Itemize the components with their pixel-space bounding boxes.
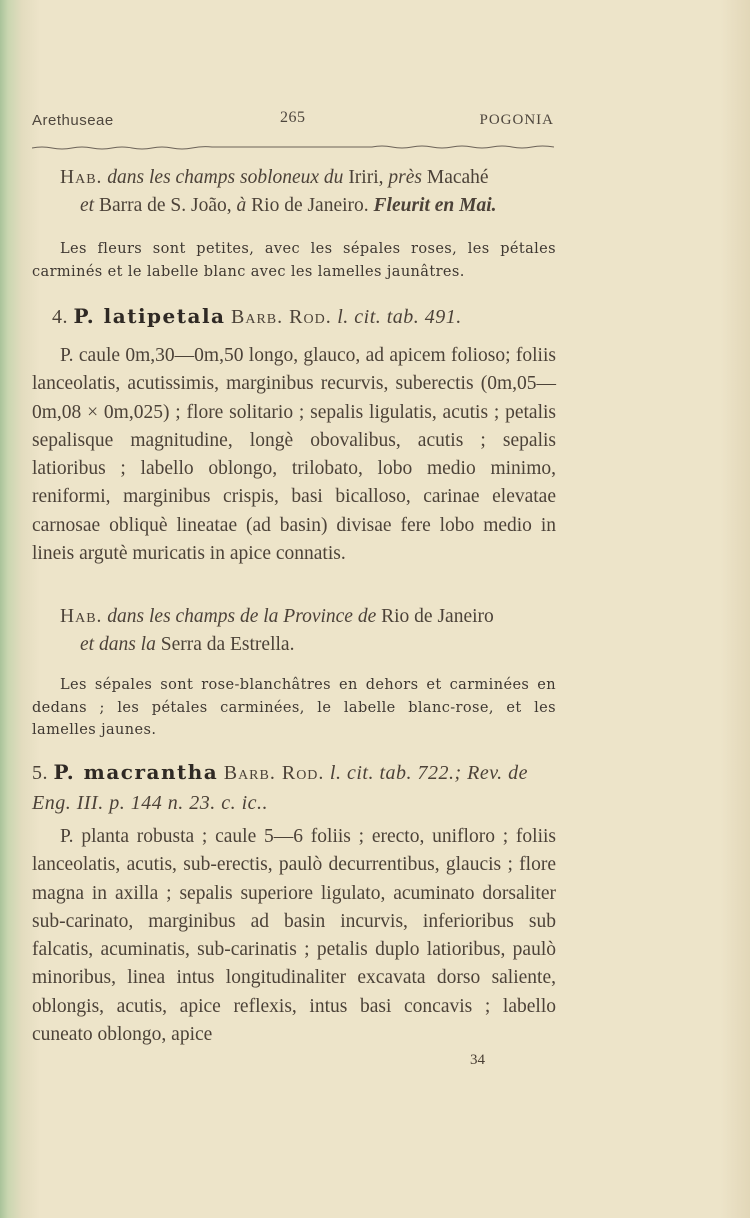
species-name: P. macrantha (53, 760, 219, 784)
habitat-text: Iriri, (348, 167, 384, 188)
habitat-text: dans les champs sobloneux du (107, 167, 344, 188)
species-reference: l. cit. tab. 491. (337, 306, 462, 328)
running-head-right: POGONIA (479, 112, 554, 128)
species-author: Barb. Rod. (223, 762, 325, 784)
habitat-text: à (236, 195, 247, 217)
habitat-text: Fleurit en Mai. (373, 195, 497, 217)
habitat-text: Macahé (426, 167, 489, 188)
habitat-paragraph-2 (32, 603, 604, 660)
habitat-text: dans les champs de la Province de (107, 606, 377, 627)
species-heading-5 (32, 757, 556, 818)
description-5: P. planta robusta ; caule 5—6 foliis ; erecto, unifloro ; foliis lanceolatis, acutis, sub-erectis, paulò decurrentibus, glaucis ; flore magna in axilla ; sepalis superiore ligulato, acuminato dorsaliter sub-carinato, marginibus ad basin incurvis, inferioribus sub falcatis, acuminatis, sub-carinatis ; petalis duplo latioribus, paulò minoribus, linea intus longitudinaliter excavata dorso saliente, oblongis, acutis, apice reflexis, intus basi concavis ; labello cuneato oblongo, apice (32, 826, 556, 1046)
habitat-text: Rio de Janeiro (381, 606, 494, 627)
species-number: 4. (52, 306, 68, 328)
habitat-paragraph-1 (32, 164, 604, 221)
habitat-label: Hab. (60, 167, 103, 188)
habitat-text: et (80, 195, 95, 217)
signature-mark: 34 (470, 1052, 485, 1068)
page-number-top: 265 (280, 109, 306, 126)
running-head-left: Arethuseae (32, 112, 114, 129)
species-name: P. latipetala (73, 304, 226, 328)
note-paragraph-2: Les sépales sont rose-blanchâtres en dehors et carminées en dedans ; les pétales carminées, le labelle blanc-rose, et les lamelles jaunes. (32, 677, 556, 738)
habitat-text: Rio de Janeiro. (251, 195, 369, 217)
habitat-text: et dans la (80, 634, 156, 656)
species-reference: l. cit. tab. 722.; Rev. de Eng. III. p. 144 n. 23. c. ic.. (32, 762, 529, 814)
running-head (32, 109, 554, 134)
note-paragraph-1: Les fleurs sont petites, avec les sépales roses, les pétales carminés et le labelle blanc avec les lamelles jaunâtres. (32, 241, 556, 280)
habitat-text: Serra da Estrella. (160, 634, 295, 656)
species-author: Barb. Rod. (231, 306, 332, 328)
habitat-text: près (388, 167, 422, 188)
species-number: 5. (32, 762, 48, 784)
header-rule (32, 144, 554, 150)
description-4: P. caule 0m,30—0m,50 longo, glauco, ad apicem folioso; foliis lanceolatis, acutissimis, marginibus recurvis, suberectis (0m,05—0m,08 × 0m,025) ; flore solitario ; sepalis ligulatis, acutis ; petalis sepalisque magnitudine, longè obovalibus, acutis ; sepalis latioribus ; labello oblongo, trilobato, lobo medio minimo, reniformi, marginibus crispis, basi bicalloso, carinae elevatae carnosae obliquè lineatae (ad basin) divisae fere lobo medio in lineis argutè muricatis in apice connatis. (32, 345, 556, 565)
species-heading-4 (32, 301, 576, 332)
habitat-label: Hab. (60, 606, 103, 627)
habitat-text: Barra de S. João, (98, 195, 232, 217)
